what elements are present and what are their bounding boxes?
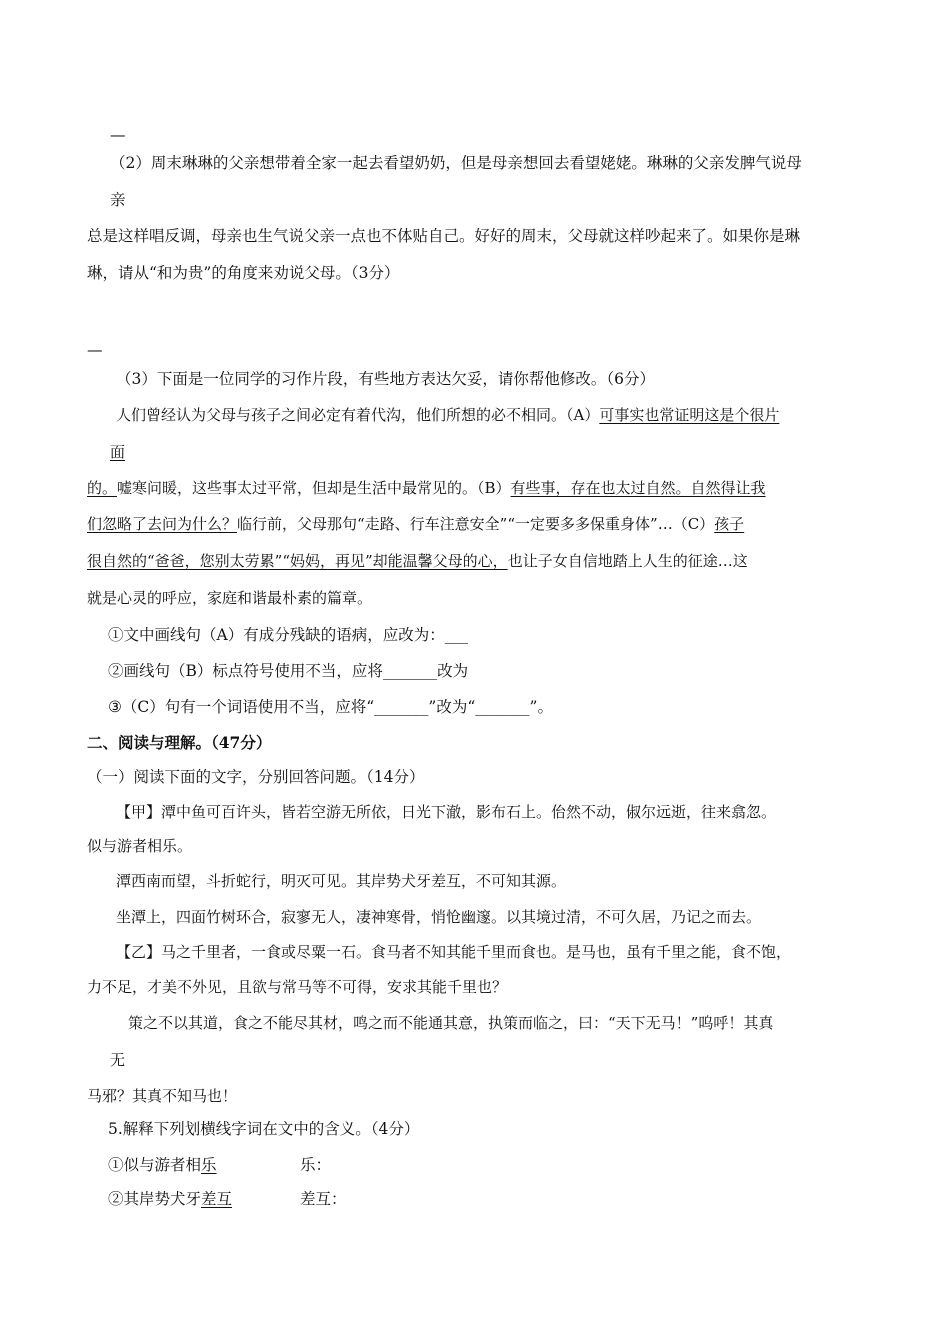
q5-item2 xyxy=(108,1189,232,1209)
section-subheading: （一）阅读下面的文字，分别回答问题。（14分） xyxy=(87,768,425,786)
q3-item1: ①文中画线句（A）有成分残缺的语病，应改为：___ xyxy=(108,626,468,644)
passage-yi-line2: 力不足，才美不外见，且欲与常马等不可得，安求其能千里也？ xyxy=(87,978,508,996)
underlined-sentence-a-end: 的。 xyxy=(87,479,118,497)
underlined-sentence-a: 可事实也常证明这是个很片 xyxy=(599,406,780,424)
q5-item1-prefix: ①似与游者相 xyxy=(108,1156,202,1174)
section-heading: 二、阅读与理解。（47分） xyxy=(87,733,272,752)
mid-dash: — xyxy=(87,341,103,359)
q2-line2: 总是这样唱反调，母亲也生气说父亲一点也不体贴自己。好好的周末，父母就这样吵起来了。如果你是琳 xyxy=(87,227,801,245)
q2-line3: 琳，请从“和为贵”的角度来劝说父母。（3分） xyxy=(87,264,400,282)
q3-passage-line4 xyxy=(87,551,748,571)
passage-jia-line2: 似与游者相乐。 xyxy=(87,837,193,855)
q3-passage-text: 嘘寒问暖，这些事太过平常，但却是生活中最常见的。（B） xyxy=(117,479,511,497)
passage-yi-line3: 策之不以其道，食之不能尽其材，鸣之而不能通其意，执策而临之，曰：“天下无马！”呜呼！其真 xyxy=(128,1014,774,1032)
underlined-sentence-c-end: 很自然的“爸爸，您别太劳累”“妈妈，再见”却能温馨父母的心， xyxy=(87,552,508,570)
q3-passage-line5: 就是心灵的呼应，家庭和谐最朴素的篇章。 xyxy=(87,589,373,607)
q3-item3: ③（C）句有一个词语使用不当，应将“_______”改为“_______”。 xyxy=(108,698,553,716)
underlined-sentence-a-cont: 面 xyxy=(110,443,126,461)
passage-yi-line1: 【乙】马之千里者，一食或尽粟一石。食马者不知其能千里而食也。是马也，虽有千里之能，食不饱， xyxy=(116,943,792,961)
q3-passage-line2 xyxy=(87,478,766,498)
q3-passage-text: 也让子女自信地踏上人生的征途…这 xyxy=(507,552,748,570)
underlined-sentence-c: 孩子 xyxy=(714,515,745,533)
passage-jia-line1: 【甲】潭中鱼可百许头，皆若空游无所依，日光下澈，影布石上。佁然不动，俶尔远逝，往来翕忽。 xyxy=(116,803,777,821)
passage-yi-line4: 马邪？其真不知马也！ xyxy=(87,1087,238,1105)
q5-item2-prefix: ②其岸势犬牙 xyxy=(108,1190,202,1208)
q5-item2-word: 差互 xyxy=(201,1190,233,1208)
q3-passage-text: 人们曾经认为父母与孩子之间必定有着代沟，他们所想的必不相同。（A） xyxy=(116,406,600,424)
q2-line1-cont: 亲 xyxy=(110,191,126,209)
q5-item1 xyxy=(108,1155,217,1175)
passage-jia-line4: 坐潭上，四面竹树环合，寂寥无人，凄神寒骨，悄怆幽邃。以其境过清，不可久居，乃记之而去。 xyxy=(116,908,762,926)
q5-title: 5.解释下列划横线字词在文中的含义。（4分） xyxy=(108,1120,420,1138)
underlined-sentence-b-end: 们忽略了去问为什么？ xyxy=(87,515,238,533)
q3-title: （3）下面是一位同学的习作片段，有些地方表达欠妥，请你帮他修改。（6分） xyxy=(116,370,655,388)
q5-item2-answer-label: 差互： xyxy=(300,1190,347,1208)
q3-passage-text: 临行前，父母那句“走路、行车注意安全”“一定要多多保重身体”…（C） xyxy=(237,515,715,533)
underlined-sentence-b: 有些事，存在也太过自然。自然得让我 xyxy=(510,479,766,497)
top-dash: — xyxy=(110,126,126,144)
passage-yi-line3-cont: 无 xyxy=(110,1051,126,1069)
q2-line1: （2）周末琳琳的父亲想带着全家一起去看望奶奶，但是母亲想回去看望姥姥。琳琳的父亲发脾气说母 xyxy=(110,154,802,172)
passage-jia-line3: 潭西南而望，斗折蛇行，明灭可见。其岸势犬牙差互，不可知其源。 xyxy=(116,872,567,890)
q5-item1-word: 乐 xyxy=(201,1156,217,1174)
q5-item1-answer-label: 乐： xyxy=(300,1156,332,1174)
q3-passage-line1 xyxy=(116,405,779,425)
q3-item2: ②画线句（B）标点符号使用不当，应将_______改为 xyxy=(108,662,469,680)
q3-passage-line3 xyxy=(87,514,744,534)
